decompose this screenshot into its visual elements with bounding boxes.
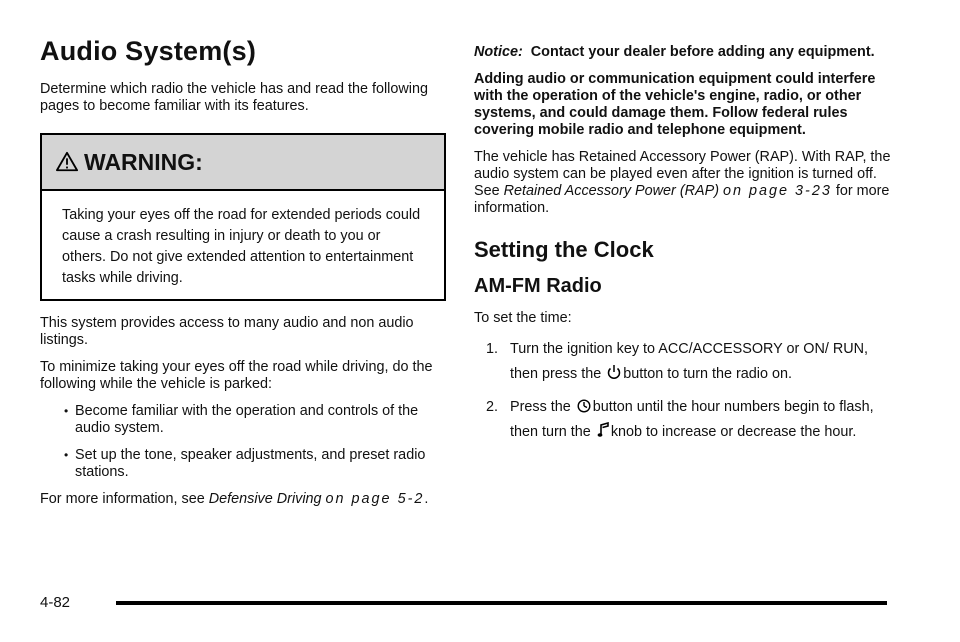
list-item: • Set up the tone, speaker adjustments, and preset radio stations.: [64, 447, 426, 480]
defensive-driving-link[interactable]: Defensive Driving: [208, 491, 322, 507]
page-reference: on page 5‑2: [325, 491, 425, 507]
rap-page-reference: on page 3‑23: [723, 183, 832, 199]
bullet-icon: •: [64, 404, 69, 418]
tips-list: [40, 403, 444, 481]
section-title: Setting the Clock: [474, 237, 654, 262]
rap-link[interactable]: Retained Accessory Power (RAP): [503, 183, 720, 199]
warning-triangle-icon: [56, 151, 78, 173]
more-info-paragraph: For more information, see Defensive Driving on page 5‑2.: [40, 491, 429, 507]
intro-paragraph: Determine which radio the vehicle has and read the following pages to become familiar with its features.: [40, 81, 428, 114]
warning-box: [40, 133, 446, 301]
footer-divider: [116, 601, 887, 605]
right-column: [474, 44, 894, 453]
subsection-title: AM-FM Radio: [474, 275, 602, 297]
warning-heading: WARNING:: [84, 148, 203, 175]
equipment-warning-paragraph: Adding audio or communication equipment could interfere with the operation of the vehicle's engine, radio, or other systems, and could damage them. Follow federal rules covering mobile radio and telephone equipment.: [474, 71, 876, 138]
system-paragraph: This system provides access to many audio and non audio listings.: [40, 315, 414, 348]
warning-header: [42, 135, 444, 191]
clock-icon: [577, 399, 591, 413]
rap-paragraph: The vehicle has Retained Accessory Power (RAP). With RAP, the audio system can be played even after the ignition is turned off. See Retained Accessory Power (RAP) on page 3‑23 for more information.: [474, 149, 891, 216]
list-item: • Become familiar with the operation and controls of the audio system.: [64, 403, 419, 436]
to-set-text: To set the time:: [474, 310, 572, 326]
bullet-icon: •: [64, 448, 69, 462]
list-item: 2. Press the button until the hour numbers begin to flash, then turn the knob to increase or decrease the hour.: [486, 399, 874, 440]
music-note-knob-icon: [597, 422, 609, 438]
warning-body: [42, 191, 444, 299]
list-item: 1. Turn the ignition key to ACC/ACCESSORY or ON/ RUN, then press the button to turn the radio on.: [486, 341, 869, 382]
steps-list: [474, 337, 894, 445]
notice-label: Notice:: [474, 44, 523, 60]
warning-text: Taking your eyes off the road for extended periods could cause a crash resulting in injury or death to you or others. Do not give extended attention to entertainment tasks while driving.: [62, 207, 421, 286]
left-column: [40, 36, 444, 518]
page-number: 4-82: [40, 594, 71, 611]
power-icon: [607, 364, 621, 380]
minimize-paragraph: To minimize taking your eyes off the road while driving, do the following while the vehicle is parked:: [40, 359, 433, 392]
notice-paragraph: Notice: Contact your dealer before adding any equipment.: [474, 44, 875, 60]
page-title: Audio System(s): [40, 36, 257, 66]
